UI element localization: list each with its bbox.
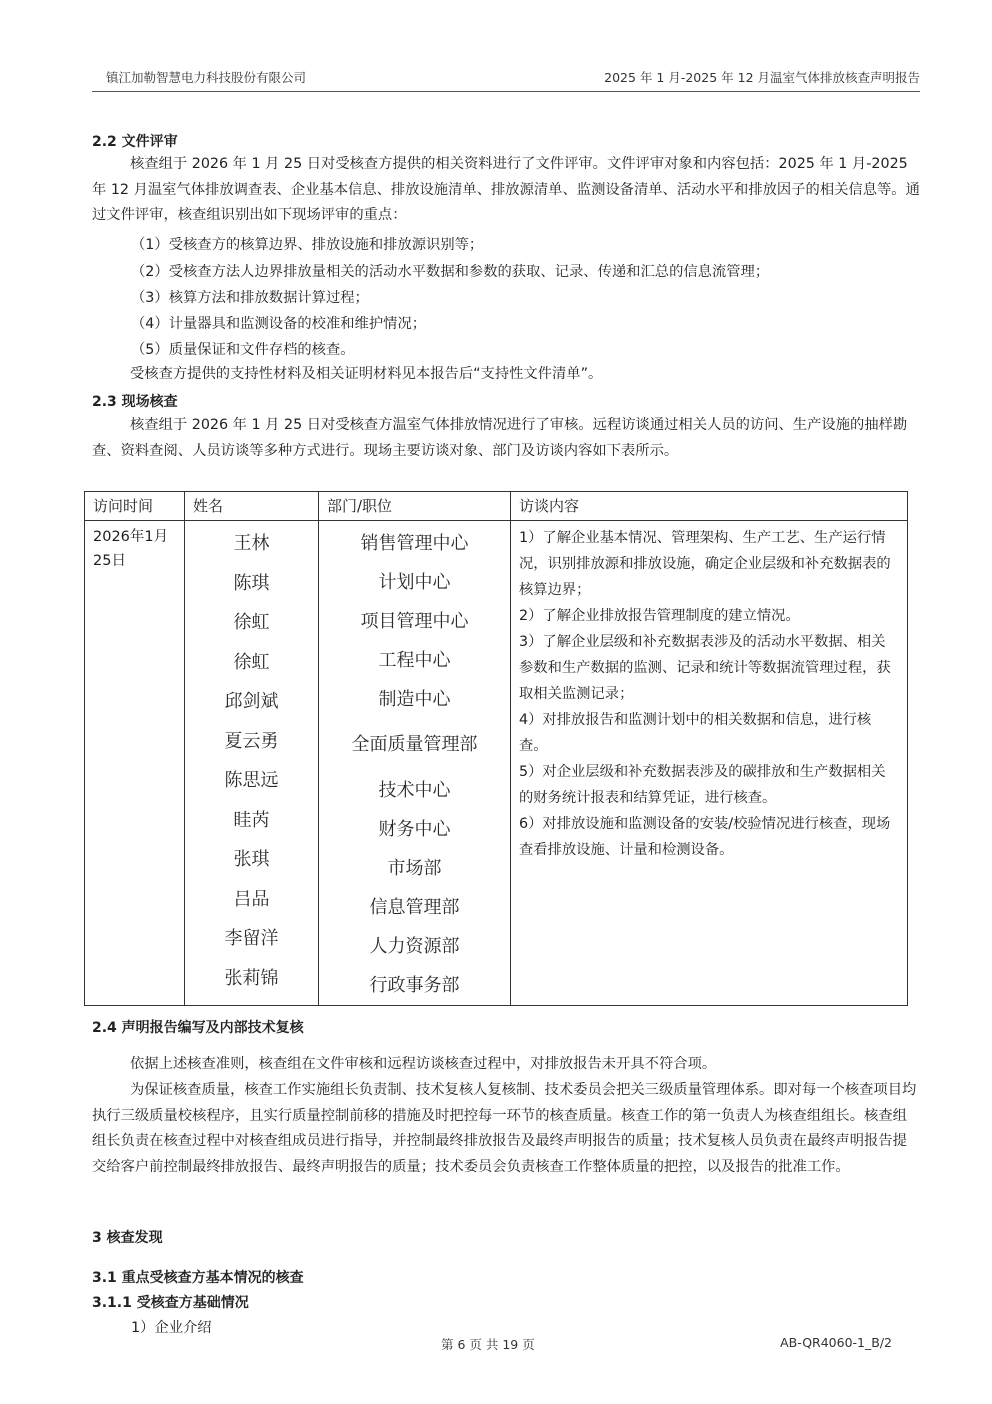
section-2-2-paragraph: 核查组于 2026 年 1 月 25 日对受核查方提供的相关资料进行了文件评审。文件评审对象和内容包括：2025 年 1 月-2025 年 12 月温室气体排放调查表、企业基本信息、排放设施清单、排放源清单、监测设备清单、活动水平和排放因子的相关信息等。通过文件评审，核查组识别出如下现场评审的重点：	[92, 156, 920, 223]
interviewee-name: 张琪	[233, 849, 270, 870]
department	[319, 719, 510, 771]
department: 财务中心	[378, 818, 451, 840]
content-item: 6）对排放设施和监测设备的安装/校验情况进行核查，现场查看排放设施、计量和检测设备。	[519, 816, 891, 858]
interview-date: 2026年1月25日	[85, 521, 185, 1006]
interviewee-name: 吕品	[233, 888, 270, 910]
department: 制造中心	[378, 688, 451, 710]
section-3-title: 3 核查发现	[92, 1230, 163, 1246]
section-2-4-title: 2.4 声明报告编写及内部技术复核	[92, 1020, 304, 1036]
interviewee-name: 徐虹	[233, 651, 270, 673]
interviewee-name: 徐虹	[233, 612, 270, 633]
department: 人力资源部	[369, 935, 460, 957]
department: 销售管理中心	[360, 532, 469, 554]
interviewee-departments	[319, 521, 511, 1006]
col-header-name: 姓名	[185, 492, 319, 521]
review-item-1: （1）受核查方的核算边界、排放设施和排放源识别等；	[131, 237, 484, 253]
interviewee-name: 邱剑斌	[224, 691, 279, 712]
content-item: 4）对排放报告和监测计划中的相关数据和信息，进行核查。	[519, 712, 872, 754]
content-item: 1）了解企业基本情况、管理架构、生产工艺、生产运行情况，识别排放源和排放设施，确定企业层级和补充数据表的核算边界；	[519, 530, 891, 598]
interviewee-name: 陈思远	[224, 770, 279, 791]
table-header-row	[85, 492, 908, 521]
interviewee-name: 张莉锦	[224, 967, 279, 989]
interviewee-name: 李留洋	[224, 928, 279, 949]
department: 行政事务部	[369, 974, 460, 996]
department: 市场部	[387, 857, 442, 879]
department: 项目管理中心	[360, 610, 469, 632]
interviewee-name: 夏云勇	[224, 730, 279, 752]
col-header-content: 访谈内容	[511, 492, 908, 521]
support-docs-note: 受核查方提供的支持性材料及相关证明材料见本报告后“支持性文件清单”。	[130, 366, 603, 382]
section-2-4-paragraph-2: 为保证核查质量，核查工作实施组长负责制、技术复核人复核制、技术委员会把关三级质量管理体系。即对每一个核查项目均执行三级质量校核程序，且实行质量控制前移的措施及时把控每一环节的核查质量。核查工作的第一负责人为核查组组长。核查组组长负责在核查过程中对核查组成员进行指导，并控制最终排放报告及最终声明报告的质量；技术复核人员负责在最终声明报告提交给客户前控制最终排放报告、最终声明报告的质量；技术委员会负责核查工作整体质量的把控，以及报告的批准工作。	[92, 1082, 917, 1175]
department: 信息管理部	[369, 896, 460, 918]
document-code: AB-QR4060-1_B/2	[780, 1335, 892, 1350]
content-item: 3）了解企业层级和补充数据表涉及的活动水平数据、相关参数和生产数据的监测、记录和统计等数据流管理过程，获取相关监测记录；	[519, 634, 891, 702]
col-header-time: 访问时间	[85, 492, 185, 521]
table-row	[85, 521, 908, 1006]
section-2-3-title: 2.3 现场核查	[92, 394, 178, 410]
content-item: 5）对企业层级和补充数据表涉及的碳排放和生产数据相关的财务统计报表和结算凭证，进行核查。	[519, 764, 886, 806]
section-2-4-paragraph-1: 依据上述核查准则，核查组在文件审核和远程访谈核查过程中，对排放报告未开具不符合项。	[130, 1056, 717, 1072]
col-header-dept: 部门/职位	[319, 492, 511, 521]
department: 计划中心	[378, 571, 451, 593]
interview-table	[84, 491, 908, 1006]
section-2-2-title: 2.2 文件评审	[92, 134, 178, 150]
header-divider	[92, 91, 920, 92]
interviewee-name: 陈琪	[233, 572, 270, 594]
interview-content	[511, 521, 908, 1006]
review-item-2: （2）受核查方法人边界排放量相关的活动水平数据和参数的获取、记录、传递和汇总的信息流管理；	[131, 264, 770, 280]
interviewee-name: 王林	[233, 533, 270, 554]
page-number: 第 6 页 共 19 页	[441, 1337, 535, 1352]
department-label: 全面质量管理部	[351, 734, 478, 755]
section-3-1-1-title: 3.1.1 受核查方基础情况	[92, 1295, 249, 1311]
review-item-4: （4）计量器具和监测设备的校准和维护情况；	[131, 316, 427, 332]
department: 工程中心	[378, 649, 451, 671]
header-company: 镇江加勒智慧电力科技股份有限公司	[106, 70, 307, 85]
review-item-5: （5）质量保证和文件存档的核查。	[131, 342, 355, 358]
content-item: 2）了解企业排放报告管理制度的建立情况。	[519, 608, 800, 624]
interviewee-names	[185, 521, 319, 1006]
section-3-1-title: 3.1 重点受核查方基本情况的核查	[92, 1270, 304, 1286]
header-report-title: 2025 年 1 月-2025 年 12 月温室气体排放核查声明报告	[604, 70, 920, 85]
company-intro-item: 1）企业介绍	[131, 1320, 212, 1336]
section-2-3-paragraph: 核查组于 2026 年 1 月 25 日对受核查方温室气体排放情况进行了审核。远程访谈通过相关人员的访问、生产设施的抽样勘查、资料查阅、人员访谈等多种方式进行。现场主要访谈对象、部门及访谈内容如下表所示。	[92, 417, 908, 459]
department: 技术中心	[378, 779, 451, 801]
interviewee-name: 眭芮	[233, 809, 270, 831]
review-item-3: （3）核算方法和排放数据计算过程；	[131, 290, 369, 306]
